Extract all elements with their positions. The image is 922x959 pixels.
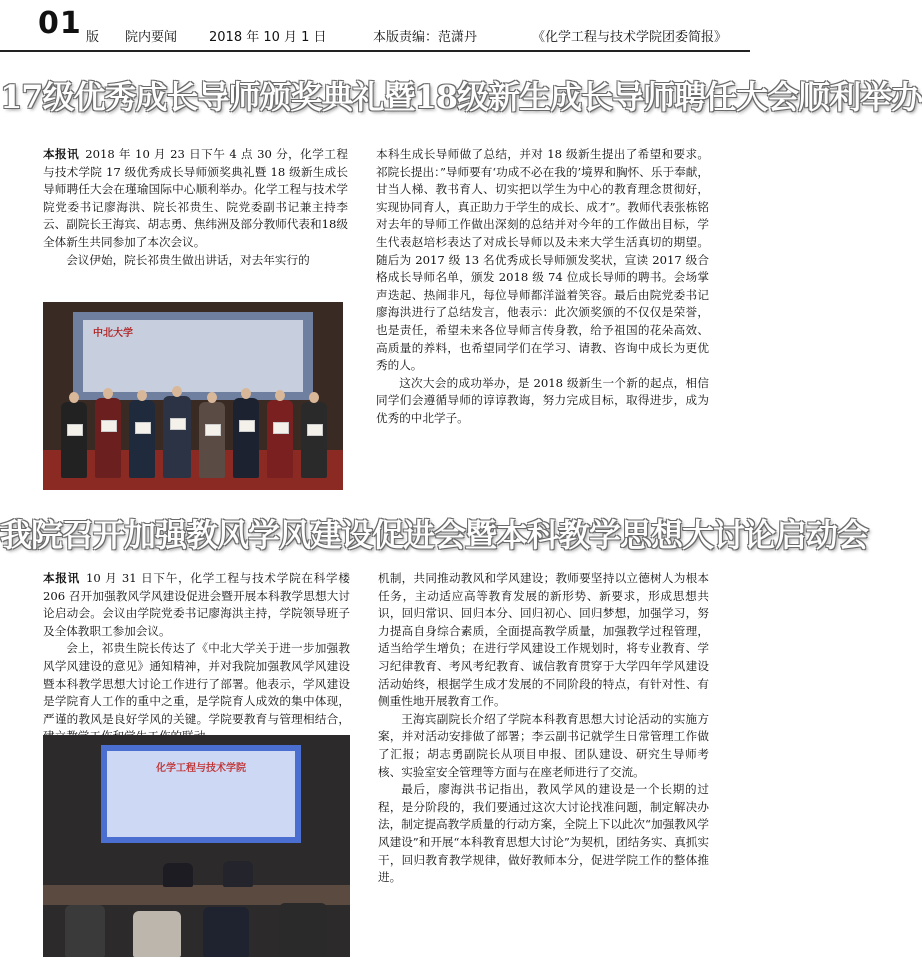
section-name: 院内要闻 xyxy=(125,30,178,45)
meeting-photo xyxy=(43,735,350,957)
article2-paragraph: 最后，廖海洪书记指出，教风学风的建设是一个长期的过程，是分阶段的，我们要通过这次大讨论找准问题，制定解决办法，制定提高教学质量的行动方案，全院上下以此次“加强教风学风建设”和开展“本科教育思想大讨论”为契机，团结务实、真抓实干，回归教育教学规律，做好教师本分，促进学院工作的整体推进。 xyxy=(378,782,709,885)
page-number: 01 xyxy=(38,6,82,41)
editor-credit: 本版责编：范潇丹 xyxy=(373,30,478,45)
university-logo: 中北大学 xyxy=(93,328,133,339)
article1-title: 17级优秀成长导师颁奖典礼暨18级新生成长导师聘任大会顺利举办 xyxy=(0,78,922,116)
screen-title: 化学工程与技术学院 xyxy=(156,763,246,774)
article1-paragraph: 本报讯 2018 年 10 月 23 日下午 4 点 30 分，化学工程与技术学院 17 级优秀成长导师颁奖典礼暨 18 级新生成长导师聘任大会在瑾瑜国际中心顺利举办。化学工程与技术学院党委书记廖海洪、院长祁贵生、院党委副书记兼主持李云、副院长王海宾、胡志勇、焦纬洲及部分教师代表和18级全体新生共同参加了本次会议。 xyxy=(43,147,348,249)
page-unit: 版 xyxy=(86,30,100,45)
article1-right-column xyxy=(376,146,709,428)
article2-paragraph: 王海宾副院长介绍了学院本科教育思想大讨论活动的实施方案，并对活动安排做了部署；李云副书记就学生日常管理工作做了汇报；胡志勇副院长从项目申报、团队建设、研究生导师考核、实验室安全管理等方面与在座老师进行了交流。 xyxy=(378,711,709,779)
article1-paragraph: 本科生成长导师做了总结，并对 18 级新生提出了希望和要求。祁院长提出：”导师要有‘功成不必在我的’境界和胸怀、乐于奉献，甘当人梯、教书育人、切实把以学生为中心的教育理念贯彻好，实现协同育人，真正助力于学生的成长、成才”。教师代表张栋铭对去年的导师工作做出深刻的总结并对今年的工作做出目标，学生代表赵培杉表达了对成长导师以及未来大学生活真切的期望。随后为 2017 级 13 名优秀成长导师颁发奖状，宣读 2017 级合格成长导师名单，颁发 2018 级 74 位成长导师的聘书。会场掌声迭起、热闹非凡，每位导师都洋溢着笑容。最后由院党委书记廖海洪进行了总结发言，他表示：此次颁奖颁的不仅仅是荣誉，也是责任，希望未来各位导师言传身教，给予祖国的花朵高效、高质量的养料，也希望同学们在学习、请教、咨询中成长为更优秀的人。 xyxy=(376,147,709,373)
article1-paragraph: 会议伊始，院长祁贵生做出讲话，对去年实行的 xyxy=(66,252,310,267)
issue-date: 2018 年 10 月 1 日 xyxy=(209,30,327,45)
article1-lead-tag: 本报讯 xyxy=(43,147,80,161)
publication-name: 《化学工程与技术学院团委简报》 xyxy=(532,30,728,45)
article2-title: 我院召开加强教风学风建设促进会暨本科教学思想大讨论启动会 xyxy=(0,516,869,554)
article2-left-column xyxy=(43,570,350,746)
article1-left-column xyxy=(43,146,348,269)
article2-lead-tag: 本报讯 xyxy=(43,571,80,585)
article2-paragraph: 本报讯 10 月 31 日下午，化学工程与技术学院在科学楼 206 召开加强教风学风建设促进会暨开展本科教学思想大讨论启动会。会议由学院党委书记廖海洪主持，学院领导班子及全体教职工参加会议。 xyxy=(43,571,350,638)
award-ceremony-photo xyxy=(43,302,343,490)
projection-screen xyxy=(73,312,313,400)
article2-paragraph: 会上，祁贵生院长传达了《中北大学关于进一步加强教风学风建设的意见》通知精神，并对我院加强教风学风建设暨本科教学思想大讨论工作进行了部署。他表示，学风建设是学院育人工作的重中之重，是学院育人成效的集中体现，严谨的教风是良好学风的关键。学院要教育与管理相结合， xyxy=(43,641,350,726)
article2-paragraph: 机制，共同推动教风和学风建设；教师要坚持以立德树人为根本任务，主动适应高等教育发展的新形势、新要求，形成思想共识，回归常识、回归本分、回归初心、回归梦想，加强学习，努力提高自身综合素质，全面提高教学质量，加强教学过程管理，适当给学生增负；在进行学风建设工作规划时，将专业教育、学习纪律教育、考风考纪教育、诚信教育贯穿于大学四年学风建设活动始终，根据学生成才发展的不同阶段的特点，有针对性、有侧重性地开展教育工作。 xyxy=(378,571,709,709)
page-header xyxy=(0,0,750,52)
article2-right-column xyxy=(378,570,709,887)
projection-screen xyxy=(101,745,301,843)
article1-paragraph: 这次大会的成功举办，是 2018 级新生一个新的起点，相信同学们会遵循导师的谆谆教诲，努力完成目标，取得进步，成为优秀的中北学子。 xyxy=(376,375,709,425)
